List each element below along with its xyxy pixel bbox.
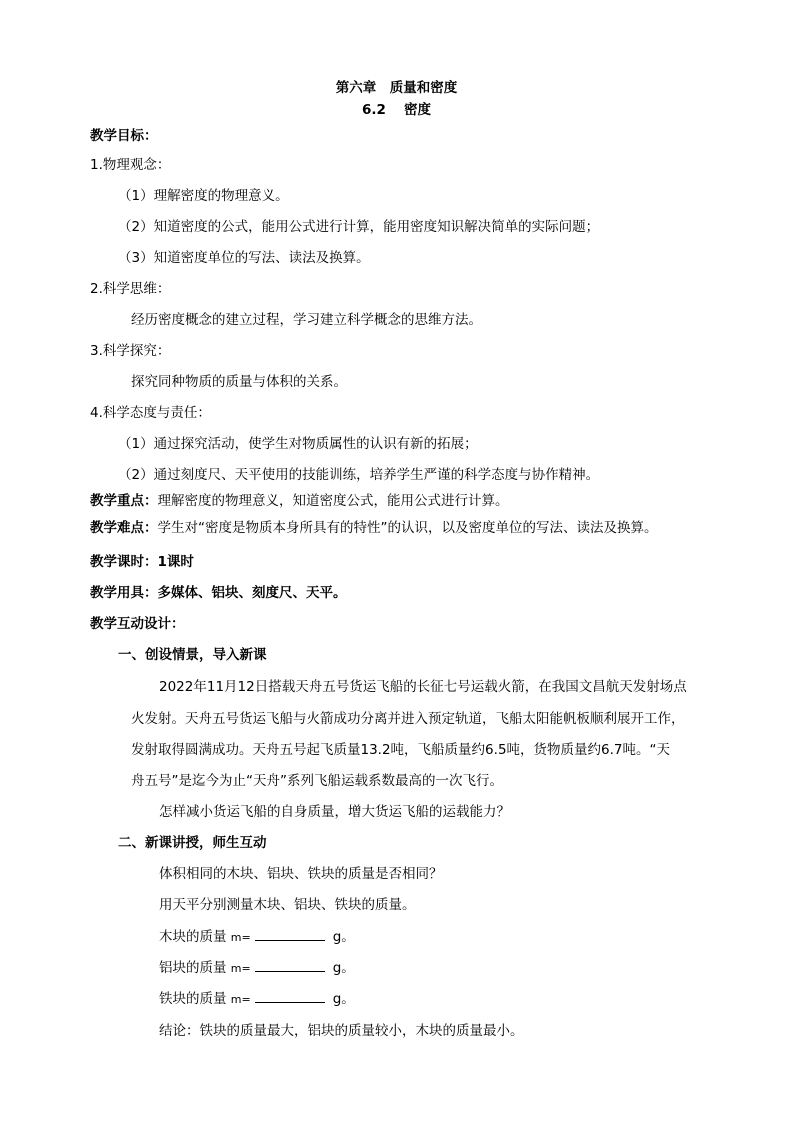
- teaching-hours: 教学课时：1课时: [90, 554, 194, 570]
- mass-symbol: m=: [230, 931, 251, 944]
- objective-3a: 探究同种物质的质量与体积的关系。: [131, 374, 347, 390]
- iron-mass-blank[interactable]: [255, 990, 325, 1003]
- difficulties: [90, 519, 658, 537]
- objective-1b: （2）知道密度的公式，能用公式进行计算，能用密度知识解决简单的实际问题；: [118, 219, 600, 235]
- mass-symbol: m=: [230, 962, 251, 975]
- part1-question: 怎样减小货运飞船的自身质量，增大货运飞船的运载能力？: [159, 804, 510, 820]
- part2-question2: 用天平分别测量木块、铝块、铁块的质量。: [159, 897, 416, 913]
- objective-1c: （3）知道密度单位的写法、读法及换算。: [118, 250, 370, 266]
- chapter-title: 第六章 质量和密度: [335, 80, 458, 96]
- section-title: 6.2 密度: [361, 102, 432, 118]
- aluminum-mass-label: 铝块的质量: [159, 960, 227, 976]
- iron-mass-label: 铁块的质量: [159, 991, 227, 1007]
- key-points-label: 教学重点：: [90, 493, 158, 509]
- part2-conclusion: 结论：铁块的质量最大，铝块的质量较小，木块的质量最小。: [159, 1023, 524, 1039]
- mass-symbol: m=: [230, 993, 251, 1006]
- difficulties-text: 学生对“密度是物质本身所具有的特性”的认识，以及密度单位的写法、读法及换算。: [157, 520, 658, 536]
- teaching-tools: 教学用具：多媒体、铝块、刻度尺、天平。: [90, 585, 347, 601]
- objective-3: 3.科学探究：: [90, 343, 171, 359]
- key-points-text: 理解密度的物理意义，知道密度公式，能用公式进行计算。: [157, 493, 509, 509]
- objective-1a: （1）理解密度的物理意义。: [118, 188, 289, 204]
- objective-2: 2.科学思维：: [90, 281, 171, 297]
- difficulties-label: 教学难点：: [90, 520, 158, 536]
- mass-unit: g。: [332, 929, 355, 945]
- interaction-design-heading: 教学互动设计：: [90, 616, 185, 632]
- objective-4b: （2）通过刻度尺、天平使用的技能训练，培养学生严谨的科学态度与协作精神。: [118, 467, 600, 483]
- aluminum-mass-line: [159, 959, 355, 978]
- key-points: [90, 492, 509, 510]
- part1-heading: 一、创设情景，导入新课: [118, 647, 267, 663]
- mass-unit: g。: [332, 991, 355, 1007]
- part1-paragraph-line4: 舟五号”是迄今为止“天舟”系列飞船运载系数最高的一次飞行。: [131, 773, 503, 789]
- wood-mass-blank[interactable]: [255, 928, 325, 941]
- part1-paragraph-line2: 火发射。天舟五号货运飞船与火箭成功分离并进入预定轨道，飞船太阳能帆板顺利展开工作，: [131, 711, 685, 727]
- iron-mass-line: [159, 990, 355, 1009]
- part2-heading: 二、新课讲授，师生互动: [118, 835, 267, 851]
- wood-mass-line: [159, 928, 355, 947]
- objectives-heading: 教学目标：: [90, 128, 158, 144]
- part1-paragraph-line1: 2022年11月12日搭载天舟五号货运飞船的长征七号运载火箭，在我国文昌航天发射场点: [159, 679, 687, 695]
- part1-paragraph-line3: 发射取得圆满成功。天舟五号起飞质量13.2吨，飞船质量约6.5吨，货物质量约6.7吨。“天: [131, 742, 670, 758]
- objective-2a: 经历密度概念的建立过程，学习建立科学概念的思维方法。: [131, 312, 482, 328]
- objective-4: 4.科学态度与责任：: [90, 405, 211, 421]
- mass-unit: g。: [332, 960, 355, 976]
- part2-question1: 体积相同的木块、铝块、铁块的质量是否相同？: [159, 866, 443, 882]
- objective-1: 1.物理观念：: [90, 157, 171, 173]
- wood-mass-label: 木块的质量: [159, 929, 227, 945]
- objective-4a: （1）通过探究活动，使学生对物质属性的认识有新的拓展；: [118, 436, 478, 452]
- aluminum-mass-blank[interactable]: [255, 959, 325, 972]
